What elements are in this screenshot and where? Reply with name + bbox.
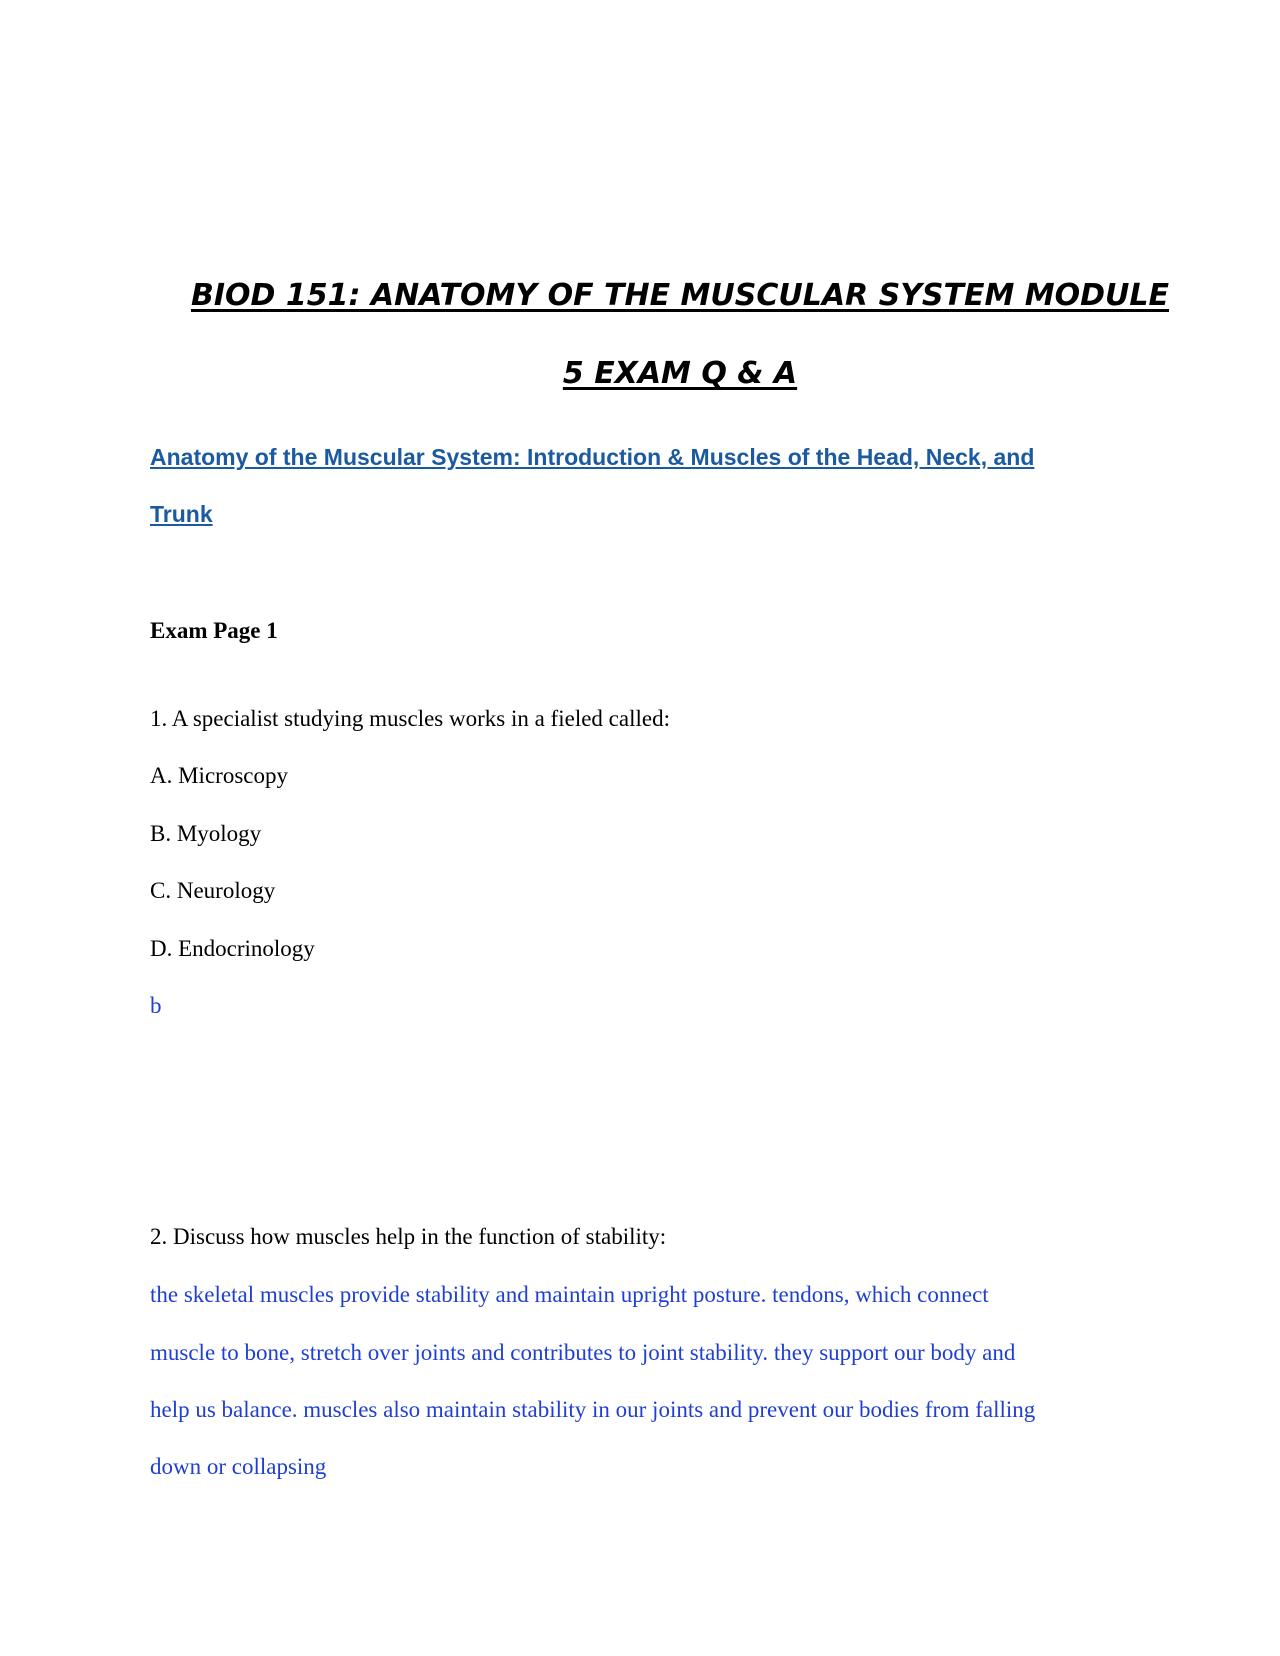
option-d: D. Endocrinology (150, 936, 315, 961)
option-b: B. Myology (150, 821, 262, 846)
answer-2-line-4: down or collapsing (150, 1454, 327, 1479)
question-2: 2. Discuss how muscles help in the function of stability: (150, 1224, 667, 1249)
answer-1: b (150, 993, 162, 1018)
option-c: C. Neurology (150, 878, 276, 903)
document-title-line-1: BIOD 151: ANATOMY OF THE MUSCULAR SYSTEM MODULE (190, 278, 1170, 313)
option-a: A. Microscopy (150, 763, 288, 788)
subtitle-link[interactable]: Anatomy of the Muscular System: Introduction & Muscles of the Head, Neck, and (150, 444, 1035, 470)
answer-2-line-3: help us balance. muscles also maintain stability in our joints and prevent our bodies from falling (150, 1397, 1036, 1422)
exam-page-heading: Exam Page 1 (150, 618, 278, 643)
answer-2-line-2: muscle to bone, stretch over joints and contributes to joint stability. they support our body and (150, 1340, 1016, 1365)
subtitle-link-continued[interactable]: Trunk (150, 501, 213, 527)
answer-2-line-1: the skeletal muscles provide stability and maintain upright posture. tendons, which connect (150, 1282, 989, 1307)
document-title-line-2: 5 EXAM Q & A (562, 356, 798, 391)
question-1: 1. A specialist studying muscles works in a fieled called: (150, 706, 670, 731)
